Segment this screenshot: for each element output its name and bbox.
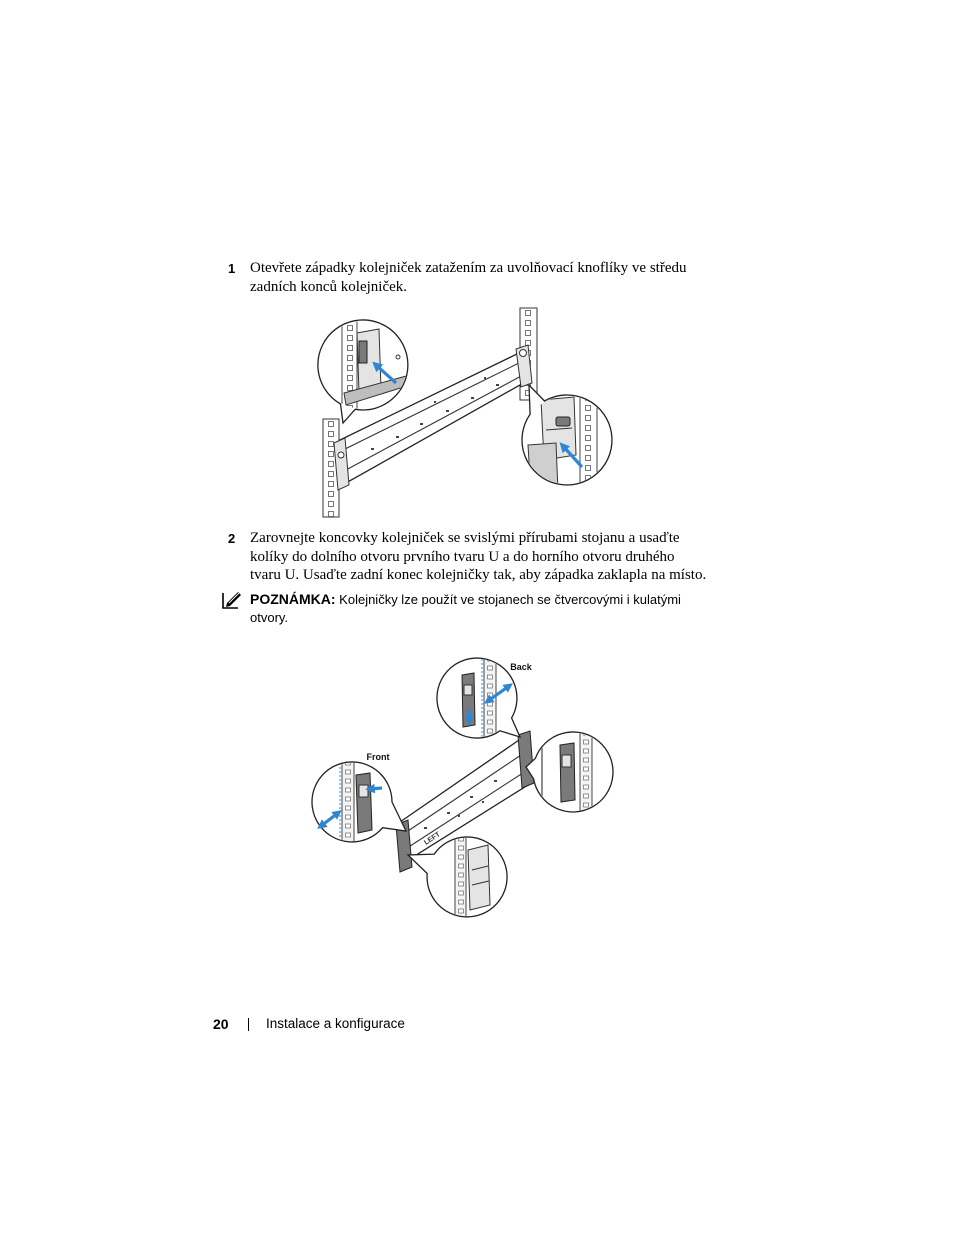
back-release-knob <box>520 350 527 357</box>
step-2-line-3: tvaru U. Usaďte zadní konec kolejničky tak, aby západka zaklapla na místo. <box>250 567 707 583</box>
zoom-bracket <box>356 773 372 833</box>
footer-separator <box>248 1018 249 1031</box>
footer-section-title: Instalace a konfigurace <box>266 1016 405 1031</box>
note-label: POZNÁMKA: <box>250 591 336 607</box>
magnifier-back-side <box>526 729 613 819</box>
step-2-text <box>250 529 706 585</box>
magnifier-front-outer <box>312 759 406 849</box>
note-pencil-icon <box>221 588 243 610</box>
arrow-left-icon <box>370 788 382 789</box>
zoom-rack-post <box>580 393 597 493</box>
note-line-1 <box>250 590 681 609</box>
note-text-1: Kolejničky lze použít ve stojanech se čtvercovými i kulatými <box>339 592 681 607</box>
back-label: Back <box>510 662 532 672</box>
step-1-text <box>250 259 687 297</box>
note-line-2: otvory. <box>250 610 289 625</box>
step-2-number: 2 <box>228 531 236 546</box>
figure-open-rail-latches <box>316 305 616 520</box>
figure-align-rail-ends <box>312 655 617 920</box>
step-2-line-1: Zarovnejte koncovky kolejniček se svislými přírubami stojanu a usaďte <box>250 530 680 546</box>
step-2-line-2: kolíky do dolního otvoru prvního tvaru U a do horního otvoru druhého <box>250 548 675 565</box>
magnifier-front-latch <box>318 313 410 423</box>
zoom-rack-post <box>455 835 466 925</box>
front-label: Front <box>366 752 390 762</box>
magnifier-back-top <box>437 655 520 745</box>
zoom-rack-post <box>580 729 592 819</box>
note-block <box>250 590 681 627</box>
zoom-bracket <box>560 743 575 802</box>
zoom-latch <box>556 417 570 426</box>
front-release-knob <box>338 452 344 458</box>
page-number: 20 <box>213 1016 229 1032</box>
step-1-number: 1 <box>228 261 236 276</box>
step-1-line-2: zadních konců kolejniček. <box>250 279 408 295</box>
zoom-bracket <box>468 845 490 910</box>
step-1-line-1: Otevřete západky kolejniček zatažením za uvolňovací knoflíky ve středu <box>250 260 687 276</box>
magnifier-back-latch <box>522 385 612 494</box>
zoom-latch <box>359 341 367 363</box>
rail-side-label: LEFT <box>423 831 442 847</box>
zoom-rack-post <box>342 759 354 849</box>
